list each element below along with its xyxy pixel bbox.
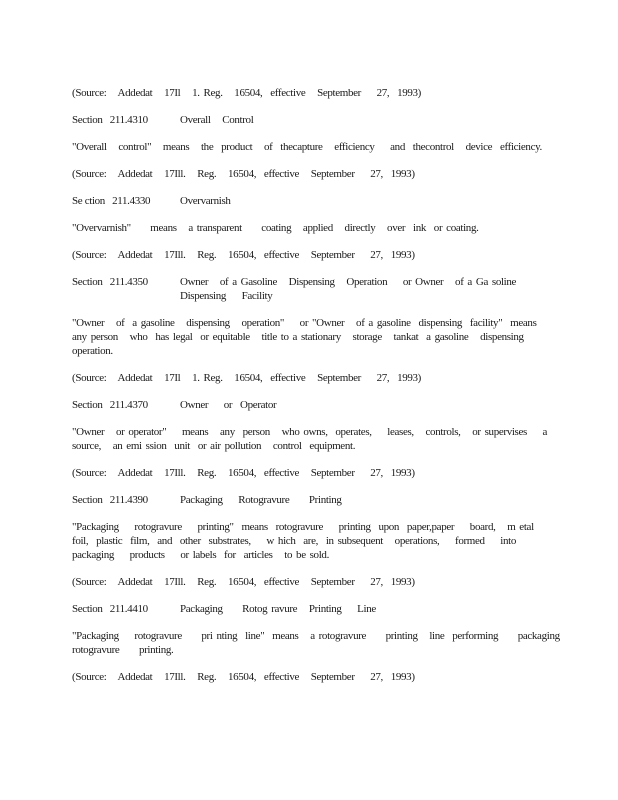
definition-paragraph: "Overall control" means the product of thecapture efficiency and thecontrol device efficiency. xyxy=(72,141,542,153)
definition-paragraph: "Packaging rotogravure printing" means rotogravure printing upon paper,paper board, m etal foil, plastic film, and other substrates, w hich are, in subsequent operations, formed into packaging products or labels for articles to be sold. xyxy=(72,521,534,561)
section-heading xyxy=(72,194,532,208)
section-title: Overvarnish xyxy=(180,195,231,207)
section-heading xyxy=(72,113,532,127)
section-number: Section 211.4390 xyxy=(72,494,148,506)
source-note: (Source: Addedat 17Ill. Reg. 16504, effective September 27, 1993) xyxy=(72,249,415,261)
section-title: Overall Control xyxy=(180,114,254,126)
section-title: Owner or Operator xyxy=(180,399,277,411)
source-note: (Source: Addedat 17Il 1. Reg. 16504, effective September 27, 1993) xyxy=(72,372,421,384)
section-heading xyxy=(72,602,532,616)
section-heading xyxy=(72,398,532,412)
source-note: (Source: Addedat 17Ill. Reg. 16504, effective September 27, 1993) xyxy=(72,576,415,588)
section-heading xyxy=(72,493,532,507)
section-heading xyxy=(72,275,532,303)
section-number: Section 211.4410 xyxy=(72,603,148,615)
definition-paragraph: "Owner or operator" means any person who owns, operates, leases, controls, or supervises a source, an emi ssion unit or air pollution control equipment. xyxy=(72,426,548,452)
section-number: Section 211.4310 xyxy=(72,114,148,126)
source-note: (Source: Addedat 17Il 1. Reg. 16504, effective September 27, 1993) xyxy=(72,87,421,99)
source-note: (Source: Addedat 17Ill. Reg. 16504, effective September 27, 1993) xyxy=(72,467,415,479)
document-page xyxy=(72,86,560,684)
section-number: Section 211.4350 xyxy=(72,276,148,288)
section-number: Se ction 211.4330 xyxy=(72,195,151,207)
source-note: (Source: Addedat 17Ill. Reg. 16504, effective September 27, 1993) xyxy=(72,168,415,180)
section-title: Packaging Rotogravure Printing xyxy=(180,494,342,506)
section-title: Packaging Rotog ravure Printing Line xyxy=(180,603,376,615)
section-number: Section 211.4370 xyxy=(72,399,148,411)
section-title: Owner of a Gasoline Dispensing Operation or Owner of a Ga soline Dispensing Facility xyxy=(180,276,517,302)
source-note: (Source: Addedat 17Ill. Reg. 16504, effective September 27, 1993) xyxy=(72,671,415,683)
definition-paragraph: "Owner of a gasoline dispensing operation" or "Owner of a gasoline dispensing facility" means any person who has legal or equitable title to a stationary storage tankat a gasoline dispensing operation. xyxy=(72,317,537,357)
definition-paragraph: "Packaging rotogravure pri nting line" means a rotogravure printing line performing packaging rotogravure printing. xyxy=(72,630,560,656)
definition-paragraph: "Overvarnish" means a transparent coating applied directly over ink or coating. xyxy=(72,222,479,234)
